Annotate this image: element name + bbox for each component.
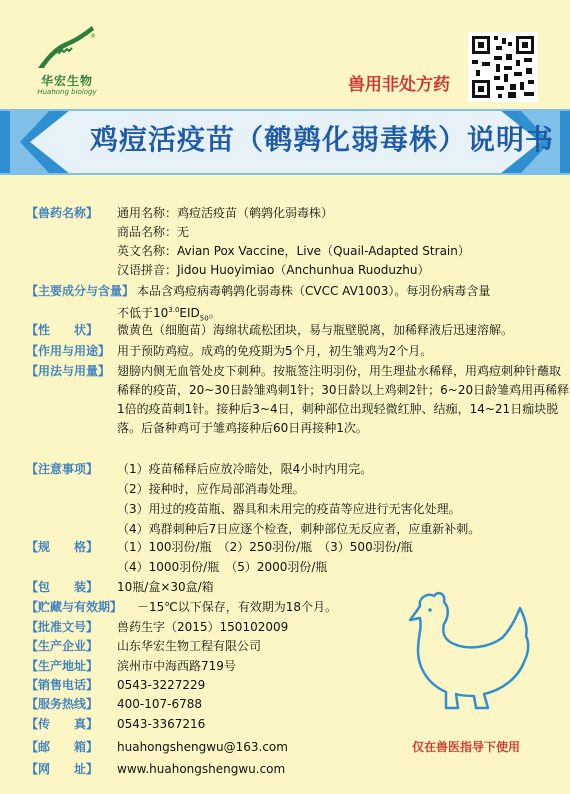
vet-guidance-note: 仅在兽医指导下使用	[412, 740, 521, 754]
great-wall-logo-icon	[36, 24, 98, 70]
row-label: 【传 真】	[26, 717, 99, 731]
row-label: 【网 址】	[26, 762, 99, 776]
row-label: 【邮 箱】	[26, 740, 99, 754]
row-label: 【贮藏与有效期】	[26, 600, 123, 614]
row-label: 【规 格】	[26, 540, 99, 554]
row-value: 本品含鸡痘病毒鹌鹑化弱毒株（CVCC AV1003）。每羽份病毒含量	[137, 284, 491, 298]
row-value: 兽药生字（2015）150102009	[117, 620, 289, 634]
row-label: 【性 状】	[26, 323, 99, 337]
row-value: 翅膀内侧无血管处皮下刺种。按瓶签注明羽份，用生理盐水稀释，用鸡痘刺种针蘸取稀释的疫苗，20~30日龄雏鸡刺1针；30日龄以上鸡刺2针；6~20日龄雏鸡用再稀释1倍的疫苗刺1针。接种后3~4日，刺种部位出现轻微红肿、结痂，14~21日痂块脱落。后备种鸡可于雏鸡接种后60日再接种1次。	[117, 364, 570, 435]
row-value[interactable]: www.huahongshengwu.com	[117, 762, 286, 776]
row-value: －15℃以下保存，有效期为18个月。	[137, 600, 338, 614]
otc-label: 兽用非处方药	[348, 75, 450, 95]
row-label: 【销售电话】	[26, 678, 99, 692]
row-label: 【生产地址】	[26, 659, 99, 673]
row-label: 【生产企业】	[26, 639, 99, 653]
row-value: （4）1000羽份/瓶 （5）2000羽份/瓶	[117, 560, 328, 574]
row-value: 不低于$10^{3.0}EID_{50}$。	[117, 306, 221, 323]
row-value[interactable]: huahongshengwu@163.com	[117, 740, 288, 754]
row-value: 用于预防鸡痘。成鸡的免疫期为5个月，初生雏鸡为2个月。	[117, 344, 433, 358]
document-title: 鸡痘活疫苗（鹌鹑化弱毒株）说明书	[90, 123, 555, 156]
row-value: （4）鸡群刺种后7日应逐个检查，刺种部位无反应者，应重新补刺。	[117, 522, 481, 536]
row-label: 【批准文号】	[26, 620, 99, 634]
row-value: （3）用过的疫苗瓶、器具和未用完的疫苗等应进行无害化处理。	[117, 502, 461, 516]
row-value: 通用名称：鸡痘活疫苗（鹌鹑化弱毒株）	[117, 206, 334, 220]
logo-english-name: Huahong biology	[37, 88, 97, 96]
logo-chinese-name: 华宏生物	[40, 74, 93, 88]
qr-code-icon	[468, 32, 538, 102]
svg-text:®: ®	[90, 33, 96, 40]
row-value: （1）100羽份/瓶 （2）250羽份/瓶 （3）500羽份/瓶	[117, 540, 413, 554]
row-value: 山东华宏生物工程有限公司	[117, 639, 262, 653]
row-value: 0543-3227229	[117, 678, 206, 692]
hen-outline-icon	[398, 588, 538, 716]
row-value: （1）疫苗稀释后应放冷暗处，限4小时内用完。	[117, 462, 373, 476]
row-label: 【兽药名称】	[26, 206, 99, 220]
row-label: 【服务热线】	[26, 697, 99, 711]
row-value: 10瓶/盒×30盒/箱	[117, 580, 214, 594]
company-logo	[28, 24, 108, 104]
row-value: 汉语拼音：Jidou Huoyimiao（Anchunhua Ruoduzhu）	[117, 263, 430, 277]
row-label: 【主要成分与含量】	[26, 284, 135, 298]
row-value: 微黄色（细胞苗）海绵状疏松团块，易与瓶壁脱离，加稀释液后迅速溶解。	[117, 323, 514, 337]
row-value: 商品名称：无	[117, 225, 190, 239]
row-label: 【作用与用途】	[26, 344, 111, 358]
row-value: 0543-3367216	[117, 717, 206, 731]
row-value: 英文名称：Avian Pox Vaccine，Live（Quail-Adapted Strain）	[117, 244, 470, 258]
row-value: 滨州市中海西路719号	[117, 659, 236, 673]
row-label: 【注意事项】	[26, 462, 99, 476]
row-value: （2）接种时，应作局部消毒处理。	[117, 482, 305, 496]
row-label: 【包 装】	[26, 580, 99, 594]
row-value: 400-107-6788	[117, 697, 203, 711]
row-label: 【用法与用量】	[26, 364, 111, 378]
